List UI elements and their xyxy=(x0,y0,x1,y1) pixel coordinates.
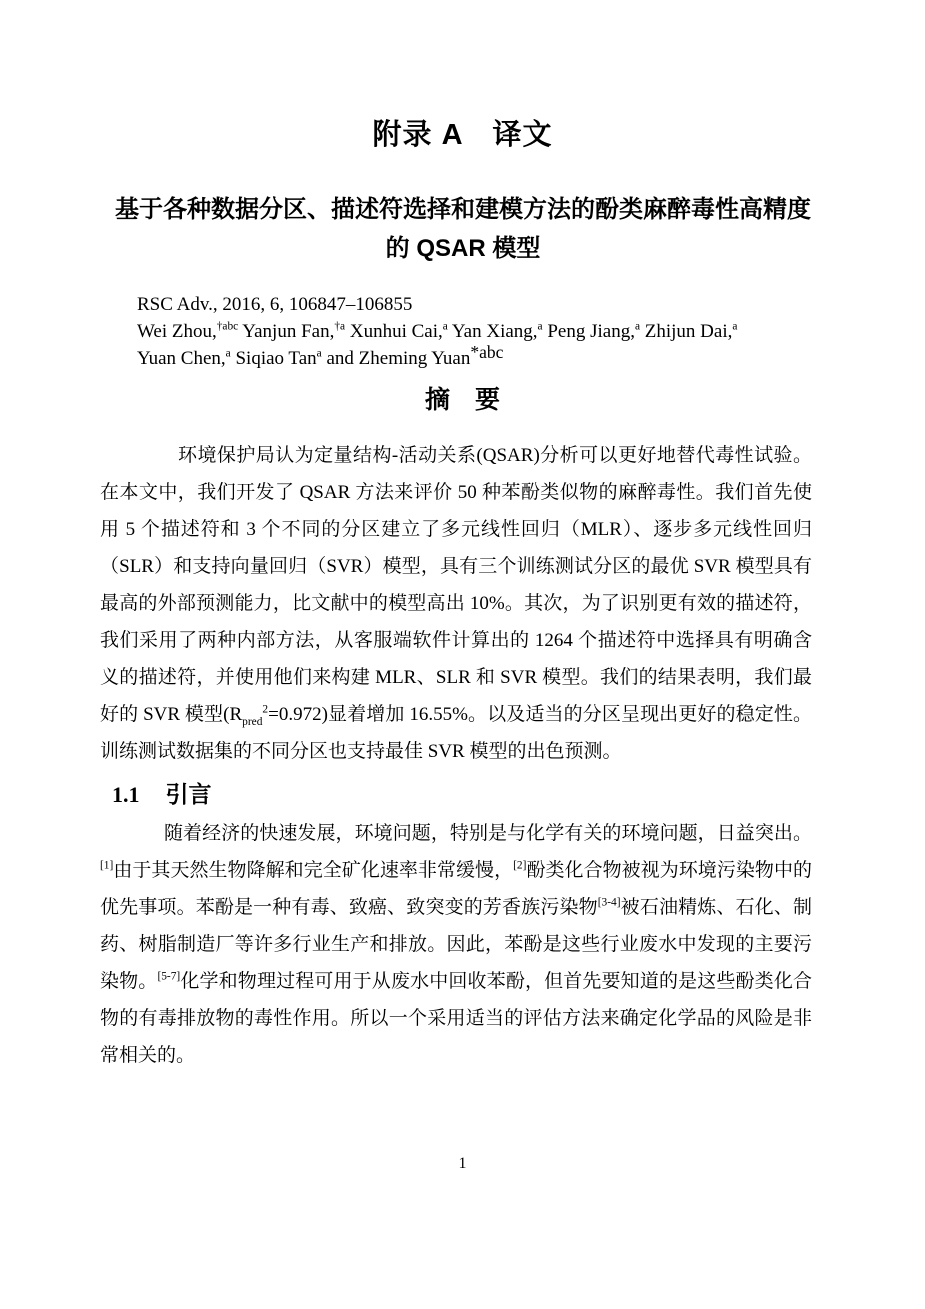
paper-title: 基于各种数据分区、描述符选择和建模方法的酚类麻醉毒性高精度的 QSAR 模型 xyxy=(115,196,811,262)
section-title: 引言 xyxy=(165,781,212,807)
journal-citation: RSC Adv., 2016, 6, 106847–106855 xyxy=(137,294,413,315)
abstract-heading: 摘 要 xyxy=(424,386,500,414)
publication-block xyxy=(137,291,809,372)
abstract-paragraph: 环境保护局认为定量结构-活动关系(QSAR)分析可以更好地替代毒性试验。在本文中，我们开发了 QSAR 方法来评价 50 种苯酚类似物的麻醉毒性。我们首先使用 5 个描述符和 3 个不同的分区建立了多元线性回归（MLR）、逐步多元线性回归（SLR）和支持向量回归（SVR）模型，具有三个训练测试分区的最优 SVR 模型具有最高的外部预测能力，比文献中的模型高出 10%。其次，为了识别更有效的描述符，我们采用了两种内部方法，从客服端软件计算出的 1264 个描述符中选择具有明确含义的描述符，并使用他们来构建 MLR、SLR 和 SVR 模型。我们的结果表明，我们最好的 SVR 模型$(R_{pred}^2=0.972)$显着增加 16.55%。以及适当的分区呈现出更好的稳定性。训练测试数据集的不同分区也支持最佳 SVR 模型的出色预测。 xyxy=(100,445,812,762)
appendix-heading: 附录 A 译文 xyxy=(372,119,553,151)
section-heading xyxy=(112,776,212,809)
authors-line-2: Yuan Chen,$^a$ Siqiao Tan$^a$ and Zheming Yuan*abc xyxy=(137,342,504,369)
authors-line-1: Wei Zhou,$^{\dagger abc}$ Yanjun Fan,$^{\dagger a}$ Xunhui Cai,$^a$ Yan Xiang,$^a$ Peng Jiang,$^a$ Zhijun Dai,$^a$ xyxy=(137,320,738,342)
introduction-paragraph: 随着经济的快速发展，环境问题，特别是与化学有关的环境问题，日益突出。[1]由于其天然生物降解和完全矿化速率非常缓慢，[2]酚类化合物被视为环境污染物中的优先事项。苯酚是一种有毒、致癌、致突变的芳香族污染物[3-4]被石油精炼、石化、制药、树脂制造厂等许多行业生产和排放。因此，苯酚是这些行业废水中发现的主要污染物。[5-7]化学和物理过程可用于从废水中回收苯酚，但首先要知道的是这些酚类化合物的有毒排放物的毒性作用。所以一个采用适当的评估方法来确定化学品的风险是非常相关的。 xyxy=(100,823,812,1066)
page-number: 1 xyxy=(458,1155,467,1172)
section-number: 1.1 xyxy=(112,782,140,807)
